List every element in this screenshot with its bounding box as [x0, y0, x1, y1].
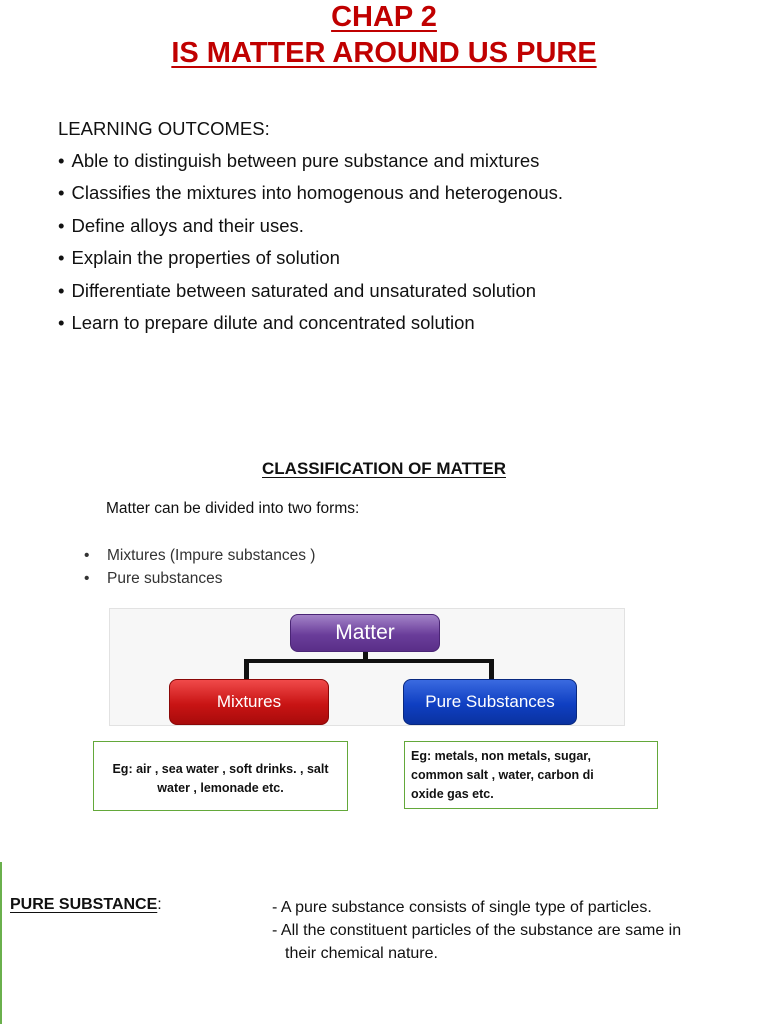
definition-point: - A pure substance consists of single type of particles. [272, 899, 652, 916]
connector-line [244, 659, 494, 663]
chapter-number: CHAP 2 [331, 1, 437, 33]
list-item: • Define alloys and their uses. [58, 214, 563, 246]
learning-outcomes-heading: LEARNING OUTCOMES: [58, 118, 270, 139]
list-item: • Classifies the mixtures into homogenous and heterogenous. [58, 181, 563, 213]
node-mixtures: Mixtures [169, 679, 329, 725]
matter-forms-list [84, 545, 315, 591]
list-item: • Learn to prepare dilute and concentrated solution [58, 311, 563, 343]
definition-point: their chemical nature. [285, 945, 438, 962]
list-item: • Mixtures (Impure substances ) [84, 545, 315, 568]
pure-substance-points [272, 896, 681, 965]
mixtures-examples-box [93, 741, 348, 811]
pure-substance-term: PURE SUBSTANCE [10, 896, 158, 913]
example-line: common salt , water, carbon di [411, 768, 594, 782]
classification-intro: Matter can be divided into two forms: [106, 500, 360, 517]
classification-heading: CLASSIFICATION OF MATTER [262, 459, 506, 478]
pure-substance-label [10, 896, 162, 914]
label-colon: : [157, 896, 162, 913]
list-item: • Differentiate between saturated and unsaturated solution [58, 279, 563, 311]
example-line: Eg: metals, non metals, sugar, [411, 749, 591, 763]
learning-outcomes-list [58, 149, 563, 343]
chapter-title: IS MATTER AROUND US PURE [171, 37, 597, 69]
example-line: oxide gas etc. [411, 787, 494, 801]
connector-line [244, 659, 249, 680]
connector-line [489, 659, 494, 680]
example-line: water , lemonade etc. [157, 781, 284, 795]
node-pure-substances: Pure Substances [403, 679, 577, 725]
section-divider [0, 862, 2, 1024]
list-item: • Explain the properties of solution [58, 246, 563, 278]
list-item: • Pure substances [84, 568, 315, 591]
matter-classification-diagram [109, 608, 625, 726]
pure-examples-box [404, 741, 658, 809]
example-line: Eg: air , sea water , soft drinks. , salt [112, 762, 329, 776]
definition-point: - All the constituent particles of the substance are same in [272, 922, 682, 939]
node-matter: Matter [290, 614, 440, 652]
list-item: • Able to distinguish between pure substance and mixtures [58, 149, 563, 181]
